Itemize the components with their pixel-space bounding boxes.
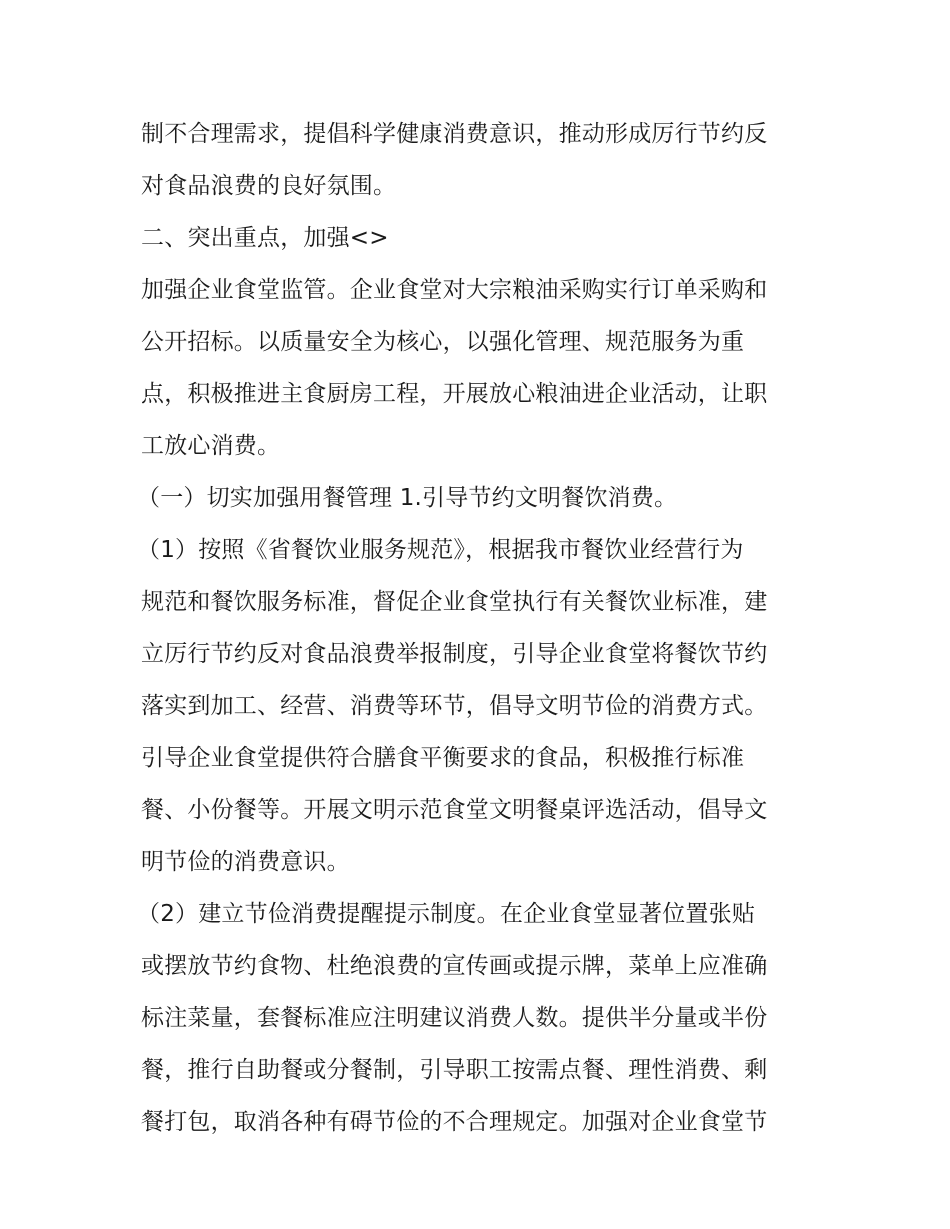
document-body — [137, 108, 821, 1148]
text-line: 引导企业食堂提供符合膳食平衡要求的食品，积极推行标准 — [141, 745, 745, 771]
text-line: 规范和餐饮服务标准，督促企业食堂执行有关餐饮业标准，建 — [141, 589, 768, 615]
text-line: （1）按照《省餐饮业服务规范》，根据我市餐饮业经营行为 — [137, 537, 744, 563]
text-line: 或摆放节约食物、杜绝浪费的宣传画或提示牌，菜单上应准确 — [141, 953, 768, 979]
text-line: 明节俭的消费意识。 — [141, 849, 350, 875]
text-line: 落实到加工、经营、消费等环节，倡导文明节俭的消费方式。 — [141, 693, 768, 719]
text-line: 制不合理需求，提倡科学健康消费意识，推动形成厉行节约反 — [141, 121, 768, 147]
text-line: 立厉行节约反对食品浪费举报制度，引导企业食堂将餐饮节约 — [141, 641, 768, 667]
text-line: 加强企业食堂监管。企业食堂对大宗粮油采购实行订单采购和 — [141, 277, 768, 303]
text-line: （2）建立节俭消费提醒提示制度。在企业食堂显著位置张贴 — [137, 901, 756, 927]
text-line: 点，积极推进主食厨房工程，开展放心粮油进企业活动，让职 — [141, 381, 768, 407]
text-line: 餐，推行自助餐或分餐制，引导职工按需点餐、理性消费、剩 — [141, 1057, 768, 1083]
section-heading: 二、突出重点，加强<> — [141, 225, 389, 251]
text-line: 对食品浪费的良好氛围。 — [141, 173, 397, 199]
text-line: 餐、小份餐等。开展文明示范食堂文明餐桌评选活动，倡导文 — [141, 797, 768, 823]
text-line: 标注菜量，套餐标准应注明建议消费人数。提供半分量或半份 — [141, 1005, 768, 1031]
subsection-heading: （一）切实加强用餐管理 1.引导节约文明餐饮消费。 — [137, 485, 678, 511]
text-line: 公开招标。以质量安全为核心，以强化管理、规范服务为重 — [141, 329, 745, 355]
text-line: 工放心消费。 — [141, 433, 281, 459]
text-line: 餐打包，取消各种有碍节俭的不合理规定。加强对企业食堂节 — [141, 1109, 768, 1135]
